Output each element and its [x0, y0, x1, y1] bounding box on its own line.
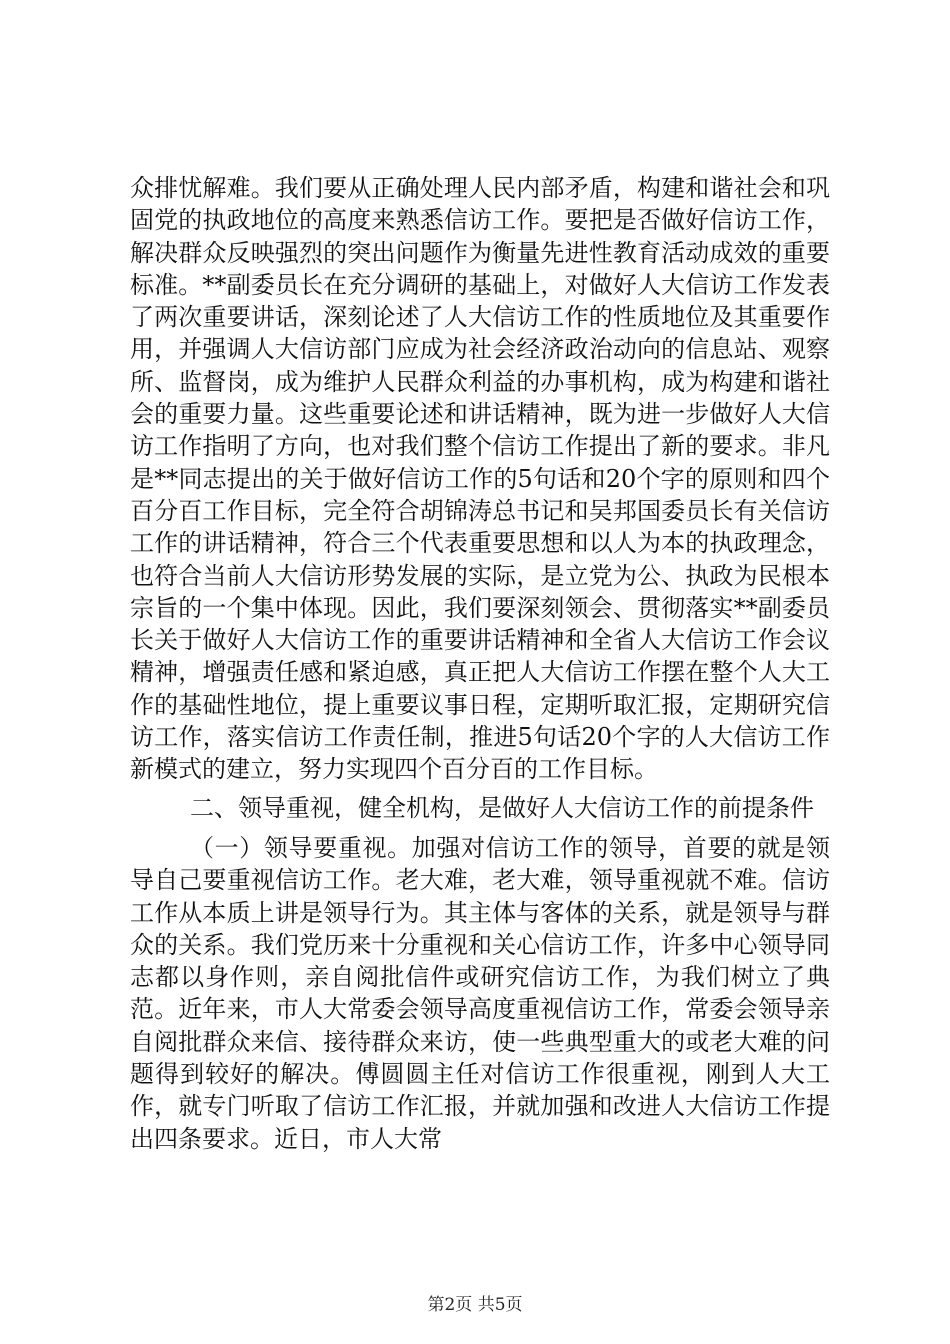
document-body	[130, 172, 830, 1155]
body-paragraph: （一）领导要重视。加强对信访工作的领导，首要的就是领导自己要重视信访工作。老大难，老大难，领导重视就不难。信访工作从本质上讲是领导行为。其主体与客体的关系，就是领导与群众的关系。我们党历来十分重视和关心信访工作，许多中心领导同志都以身作则，亲自阅批信件或研究信访工作，为我们树立了典范。近年来，市人大常委会领导高度重视信访工作，常委会领导亲自阅批群众来信、接待群众来访，使一些典型重大的或老大难的问题得到较好的解决。傅圆圆主任对信访工作很重视，刚到人大工作，就专门听取了信访工作汇报，并就加强和改进人大信访工作提出四条要求。近日，市人大常	[130, 833, 830, 1153]
page-footer: 第2页 共5页	[427, 1295, 523, 1315]
section-heading: 二、领导重视，健全机构，是做好人大信访工作的前提条件	[190, 793, 814, 822]
body-paragraph: 众排忧解难。我们要从正确处理人民内部矛盾，构建和谐社会和巩固党的执政地位的高度来熟悉信访工作。要把是否做好信访工作，解决群众反映强烈的突出问题作为衡量先进性教育活动成效的重要标准。**副委员长在充分调研的基础上，对做好人大信访工作发表了两次重要讲话，深刻论述了人大信访工作的性质地位及其重要作用，并强调人大信访部门应成为社会经济政治动向的信息站、观察所、监督岗，成为维护人民群众利益的办事机构，成为构建和谐社会的重要力量。这些重要论述和讲话精神，既为进一步做好人大信访工作指明了方向，也对我们整个信访工作提出了新的要求。非凡是**同志提出的关于做好信访工作的5句话和20个字的原则和四个百分百工作目标，完全符合胡锦涛总书记和吴邦国委员长有关信访工作的讲话精神，符合三个代表重要思想和以人为本的执政理念，也符合当前人大信访形势发展的实际，是立党为公、执政为民根本宗旨的一个集中体现。因此，我们要深刻领会、贯彻落实**副委员长关于做好人大信访工作的重要讲话精神和全省人大信访工作会议精神，增强责任感和紧迫感，真正把人大信访工作摆在整个人大工作的基础性地位，提上重要议事日程，定期听取汇报，定期研究信访工作，落实信访工作责任制，推进5句话20个字的人大信访工作新模式的建立，努力实现四个百分百的工作目标。	[130, 174, 830, 784]
